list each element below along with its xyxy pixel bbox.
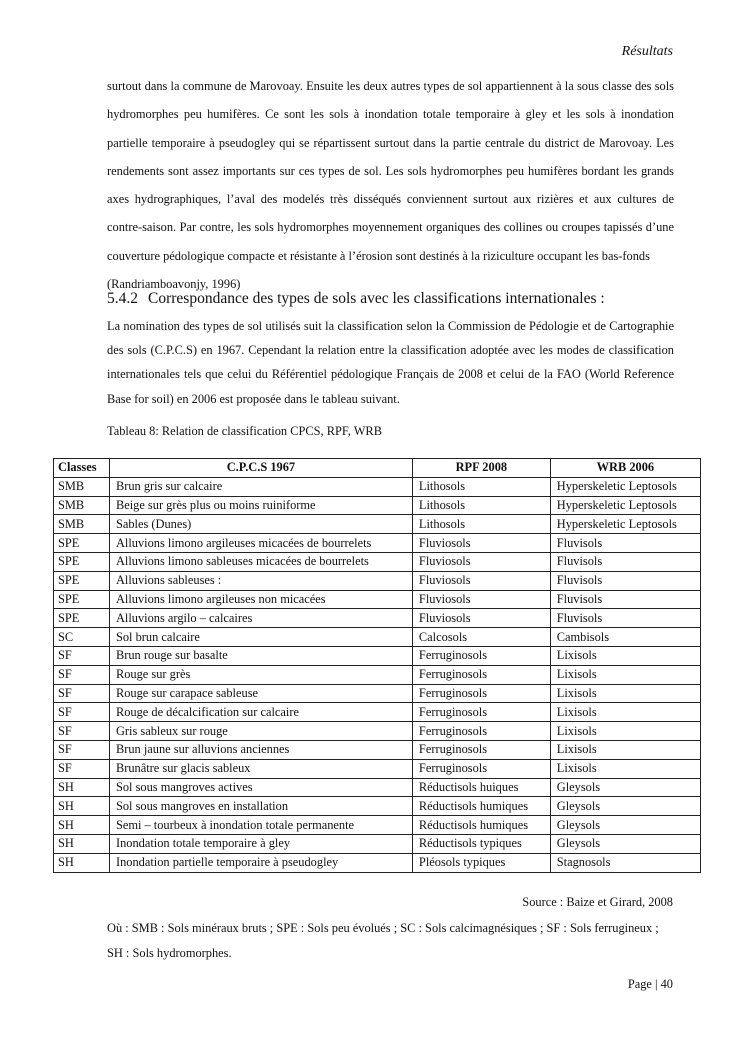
table-cell: Réductisols typiques bbox=[412, 834, 550, 853]
table-cell: Inondation totale temporaire à gley bbox=[109, 834, 412, 853]
table-cell: Brun gris sur calcaire bbox=[109, 477, 412, 496]
column-header: WRB 2006 bbox=[550, 459, 700, 478]
table-cell: Fluviosols bbox=[412, 609, 550, 628]
table-cell: Fluvisols bbox=[550, 552, 700, 571]
table-row bbox=[54, 853, 701, 872]
table-row bbox=[54, 496, 701, 515]
table-cell: Ferruginosols bbox=[412, 703, 550, 722]
table-cell: Lixisols bbox=[550, 722, 700, 741]
table-cell: Fluviosols bbox=[412, 571, 550, 590]
table-cell: SF bbox=[54, 684, 110, 703]
table-cell: SPE bbox=[54, 534, 110, 553]
table-cell: Fluvisols bbox=[550, 571, 700, 590]
table-cell: Stagnosols bbox=[550, 853, 700, 872]
table-cell: SF bbox=[54, 722, 110, 741]
table-row bbox=[54, 684, 701, 703]
table-cell: Brun rouge sur basalte bbox=[109, 646, 412, 665]
table-row bbox=[54, 609, 701, 628]
table-cell: Lithosols bbox=[412, 496, 550, 515]
citation: (Randriamboavonjy, 1996) bbox=[107, 277, 241, 292]
table-cell: Alluvions sableuses : bbox=[109, 571, 412, 590]
paragraph-classification: La nomination des types de sol utilisés suit la classification selon la Commission de Pédologie et de Cartographie des sols (C.P.C.S) en 1967. Cependant la relation entre la classification adoptée avec les modes de classification internationales tels que celui du Référentiel pédologique Français de 2008 et celui de la FAO (World Reference Base for soil) en 2006 est proposée dans le tableau suivant. bbox=[107, 319, 674, 406]
table-row bbox=[54, 759, 701, 778]
table-row bbox=[54, 740, 701, 759]
table-row bbox=[54, 534, 701, 553]
table-cell: Pléosols typiques bbox=[412, 853, 550, 872]
table-cell: Réductisols huiques bbox=[412, 778, 550, 797]
table-cell: SPE bbox=[54, 571, 110, 590]
table-cell: Lithosols bbox=[412, 477, 550, 496]
column-header: RPF 2008 bbox=[412, 459, 550, 478]
table-cell: SC bbox=[54, 628, 110, 647]
table-cell: Lixisols bbox=[550, 646, 700, 665]
table-cell: SH bbox=[54, 797, 110, 816]
table-cell: Alluvions limono sableuses micacées de bourrelets bbox=[109, 552, 412, 571]
table-cell: Semi – tourbeux à inondation totale permanente bbox=[109, 816, 412, 835]
table-cell: Fluvisols bbox=[550, 534, 700, 553]
table-cell: Inondation partielle temporaire à pseudogley bbox=[109, 853, 412, 872]
table-cell: Rouge de décalcification sur calcaire bbox=[109, 703, 412, 722]
table-cell: Sol sous mangroves actives bbox=[109, 778, 412, 797]
table-cell: Gleysols bbox=[550, 834, 700, 853]
table-cell: Ferruginosols bbox=[412, 665, 550, 684]
table-row bbox=[54, 646, 701, 665]
table-cell: Sables (Dunes) bbox=[109, 515, 412, 534]
table-header-row bbox=[54, 459, 701, 478]
table-cell: Brun jaune sur alluvions anciennes bbox=[109, 740, 412, 759]
table-row bbox=[54, 515, 701, 534]
table-cell: Gris sableux sur rouge bbox=[109, 722, 412, 741]
table-cell: Fluviosols bbox=[412, 590, 550, 609]
table-cell: Hyperskeletic Leptosols bbox=[550, 496, 700, 515]
table-cell: Fluvisols bbox=[550, 609, 700, 628]
table-cell: Gleysols bbox=[550, 797, 700, 816]
table-body bbox=[54, 477, 701, 872]
table-cell: Lithosols bbox=[412, 515, 550, 534]
page-number: Page | 40 bbox=[627, 977, 673, 991]
table-cell: Gleysols bbox=[550, 816, 700, 835]
paragraph-intro bbox=[107, 72, 674, 298]
table-row bbox=[54, 722, 701, 741]
table-cell: SF bbox=[54, 665, 110, 684]
table-row bbox=[54, 552, 701, 571]
abbreviation-note: Où : SMB : Sols minéraux bruts ; SPE : Sols peu évolués ; SC : Sols calcimagnésiques ; SF : Sols ferrugineux ; SH : Sols hydromorphes. bbox=[107, 921, 659, 960]
table-row bbox=[54, 477, 701, 496]
table-cell: SF bbox=[54, 759, 110, 778]
paragraph-text: surtout dans la commune de Marovoay. Ensuite les deux autres types de sol appartiennent à la sous classe des sols hydromorphes peu humifères. Ce sont les sols à inondation totale temporaire à gley et les sols à inondation partielle temporaire à pseudogley qui se répartissent surtout dans la partie centrale du district de Marovoay. Les rendements sont assez importants sur ces types de sol. Les sols hydromorphes peu humifères bordant les grands axes hydrographiques, l’aval des modelés très disséqués conviennent surtout aux rizières et aux cultures de contre-saison. Par contre, les sols hydromorphes moyennement organiques des collines ou croupes tapissés d’une couverture pédologique compacte et résistante à l’érosion sont destinés à la riziculture occupant les bas-fonds bbox=[107, 79, 674, 263]
table-cell: SH bbox=[54, 853, 110, 872]
table-cell: Ferruginosols bbox=[412, 759, 550, 778]
table-cell: Hyperskeletic Leptosols bbox=[550, 477, 700, 496]
table-cell: Rouge sur grès bbox=[109, 665, 412, 684]
column-header: C.P.C.S 1967 bbox=[109, 459, 412, 478]
table-cell: Sol sous mangroves en installation bbox=[109, 797, 412, 816]
table-row bbox=[54, 816, 701, 835]
table-cell: Réductisols humiques bbox=[412, 797, 550, 816]
table-cell: Cambisols bbox=[550, 628, 700, 647]
table-cell: Alluvions limono argileuses non micacées bbox=[109, 590, 412, 609]
section-heading bbox=[107, 290, 605, 308]
table-cell: Ferruginosols bbox=[412, 684, 550, 703]
table-cell: Lixisols bbox=[550, 740, 700, 759]
table-cell: SF bbox=[54, 703, 110, 722]
table-cell: SMB bbox=[54, 515, 110, 534]
table-cell: Réductisols humiques bbox=[412, 816, 550, 835]
table-cell: SMB bbox=[54, 477, 110, 496]
table-cell: Ferruginosols bbox=[412, 646, 550, 665]
table-row bbox=[54, 778, 701, 797]
section-number: 5.4.2 bbox=[107, 290, 138, 307]
table-cell: Gleysols bbox=[550, 778, 700, 797]
table-cell: SMB bbox=[54, 496, 110, 515]
column-header: Classes bbox=[54, 459, 110, 478]
table-row bbox=[54, 665, 701, 684]
section-title: Correspondance des types de sols avec les classifications internationales : bbox=[148, 290, 605, 307]
table-cell: Alluvions limono argileuses micacées de bourrelets bbox=[109, 534, 412, 553]
table-cell: SF bbox=[54, 646, 110, 665]
table-cell: SH bbox=[54, 778, 110, 797]
table-cell: Brunâtre sur glacis sableux bbox=[109, 759, 412, 778]
table-cell: Sol brun calcaire bbox=[109, 628, 412, 647]
classification-table bbox=[53, 458, 701, 873]
table-cell: Lixisols bbox=[550, 759, 700, 778]
table-cell: Ferruginosols bbox=[412, 740, 550, 759]
table-cell: SPE bbox=[54, 609, 110, 628]
table-cell: SPE bbox=[54, 590, 110, 609]
table-cell: SH bbox=[54, 834, 110, 853]
table-cell: Alluvions argilo – calcaires bbox=[109, 609, 412, 628]
table-cell: Lixisols bbox=[550, 703, 700, 722]
table-cell: Ferruginosols bbox=[412, 722, 550, 741]
table-row bbox=[54, 628, 701, 647]
table-cell: Hyperskeletic Leptosols bbox=[550, 515, 700, 534]
table-row bbox=[54, 797, 701, 816]
table-cell: SPE bbox=[54, 552, 110, 571]
table-row bbox=[54, 834, 701, 853]
table-cell: Fluviosols bbox=[412, 534, 550, 553]
table-cell: SF bbox=[54, 740, 110, 759]
table-cell: Fluvisols bbox=[550, 590, 700, 609]
table-cell: Lixisols bbox=[550, 684, 700, 703]
table-cell: SH bbox=[54, 816, 110, 835]
table-cell: Lixisols bbox=[550, 665, 700, 684]
running-header: Résultats bbox=[621, 44, 673, 59]
table-row bbox=[54, 590, 701, 609]
table-cell: Beige sur grès plus ou moins ruiniforme bbox=[109, 496, 412, 515]
table-cell: Rouge sur carapace sableuse bbox=[109, 684, 412, 703]
table-row bbox=[54, 703, 701, 722]
table-source: Source : Baize et Girard, 2008 bbox=[522, 895, 673, 909]
table-row bbox=[54, 571, 701, 590]
table-caption: Tableau 8: Relation de classification CPCS, RPF, WRB bbox=[107, 424, 382, 438]
table-cell: Calcosols bbox=[412, 628, 550, 647]
table-cell: Fluviosols bbox=[412, 552, 550, 571]
